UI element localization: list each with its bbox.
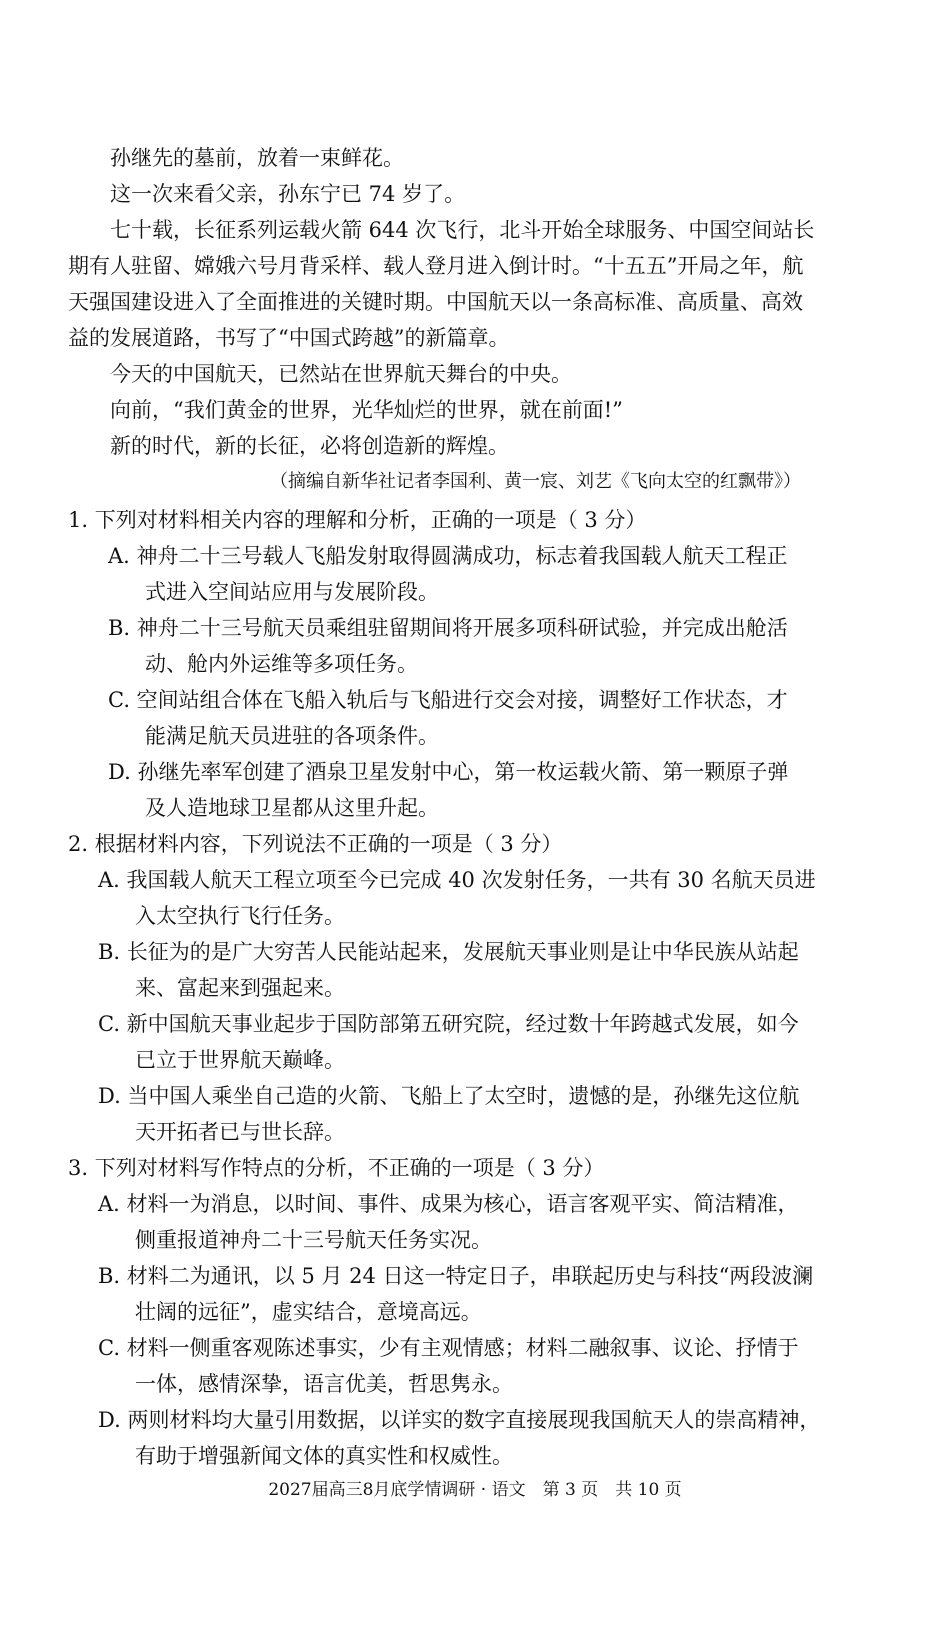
question-2-option-c-cont: 已立于世界航天巅峰。 — [135, 1048, 345, 1072]
question-2-option-d-cont: 天开拓者已与世长辞。 — [135, 1120, 345, 1144]
question-2-option-c: C. 新中国航天事业起步于国防部第五研究院，经过数十年跨越式发展，如今 — [98, 1012, 799, 1036]
passage-paragraph-line: 期有人驻留、嫦娥六号月背采样、载人登月进入倒计时。“十五五”开局之年，航 — [68, 254, 804, 278]
question-3-option-c: C. 材料一侧重客观陈述事实，少有主观情感；材料二融叙事、议论、抒情于 — [98, 1336, 799, 1360]
question-3-option-b: B. 材料二为通讯，以 5 月 24 日这一特定日子，串联起历史与科技“两段波澜 — [98, 1264, 814, 1288]
question-2-option-b: B. 长征为的是广大穷苦人民能站起来，发展航天事业则是让中华民族从站起 — [98, 940, 799, 964]
passage-source: （摘编自新华社记者李国利、黄一宸、刘艺《飞向太空的红飘带》） — [270, 471, 801, 492]
passage-paragraph: 今天的中国航天，已然站在世界航天舞台的中央。 — [110, 362, 572, 386]
question-1-option-d-cont: 及人造地球卫星都从这里升起。 — [145, 796, 439, 820]
question-1-option-c: C. 空间站组合体在飞船入轨后与飞船进行交会对接，调整好工作状态，才 — [108, 688, 788, 712]
question-2-option-a-cont: 入太空执行飞行任务。 — [135, 904, 345, 928]
question-2-option-a: A. 我国载人航天工程立项至今已完成 40 次发射任务，一共有 30 名航天员进 — [98, 868, 816, 892]
question-3-option-b-cont: 壮阔的远征”，虚实结合，意境高远。 — [135, 1300, 482, 1324]
question-stem-3: 3. 下列对材料写作特点的分析，不正确的一项是（ 3 分） — [68, 1156, 605, 1180]
question-3-option-a: A. 材料一为消息，以时间、事件、成果为核心，语言客观平实、简洁精准， — [98, 1192, 799, 1216]
question-3-option-a-cont: 侧重报道神舟二十三号航天任务实况。 — [135, 1228, 492, 1252]
page-footer: 2027届高三8月底学情调研 · 语文 第 3 页 共 10 页 — [268, 1480, 682, 1500]
passage-paragraph-line: 益的发展道路，书写了“中国式跨越”的新篇章。 — [68, 326, 510, 350]
question-3-option-d: D. 两则材料均大量引用数据，以详实的数字直接展现我国航天人的崇高精神， — [98, 1408, 821, 1432]
question-2-option-b-cont: 来、富起来到强起来。 — [135, 976, 345, 1000]
question-1-option-a-cont: 式进入空间站应用与发展阶段。 — [145, 580, 439, 604]
question-3-option-d-cont: 有助于增强新闻文体的真实性和权威性。 — [135, 1444, 513, 1468]
passage-paragraph: 新的时代，新的长征，必将创造新的辉煌。 — [110, 434, 509, 458]
question-1-option-a: A. 神舟二十三号载人飞船发射取得圆满成功，标志着我国载人航天工程正 — [108, 544, 788, 568]
question-2-option-d: D. 当中国人乘坐自己造的火箭、飞船上了太空时，遗憾的是，孙继先这位航 — [98, 1084, 800, 1108]
passage-paragraph: 这一次来看父亲，孙东宁已 74 岁了。 — [110, 182, 466, 206]
passage-paragraph-line: 天强国建设进入了全面推进的关键时期。中国航天以一条高标准、高质量、高效 — [68, 290, 803, 314]
question-1-option-b: B. 神舟二十三号航天员乘组驻留期间将开展多项科研试验，并完成出舱活 — [108, 616, 788, 640]
question-1-option-d: D. 孙继先率军创建了酒泉卫星发射中心，第一枚运载火箭、第一颗原子弹 — [108, 760, 789, 784]
passage-paragraph: 向前，“我们黄金的世界，光华灿烂的世界，就在前面!” — [110, 398, 623, 422]
question-1-option-b-cont: 动、舱内外运维等多项任务。 — [145, 652, 418, 676]
question-stem-1: 1. 下列对材料相关内容的理解和分析，正确的一项是（ 3 分） — [68, 508, 647, 532]
question-1-option-c-cont: 能满足航天员进驻的各项条件。 — [145, 724, 439, 748]
passage-paragraph: 孙继先的墓前，放着一束鲜花。 — [110, 146, 404, 170]
question-stem-2: 2. 根据材料内容，下列说法不正确的一项是（ 3 分） — [68, 832, 563, 856]
passage-paragraph: 七十载，长征系列运载火箭 644 次飞行，北斗开始全球服务、中国空间站长 — [110, 218, 815, 242]
question-3-option-c-cont: 一体，感情深挚，语言优美，哲思隽永。 — [135, 1372, 513, 1396]
